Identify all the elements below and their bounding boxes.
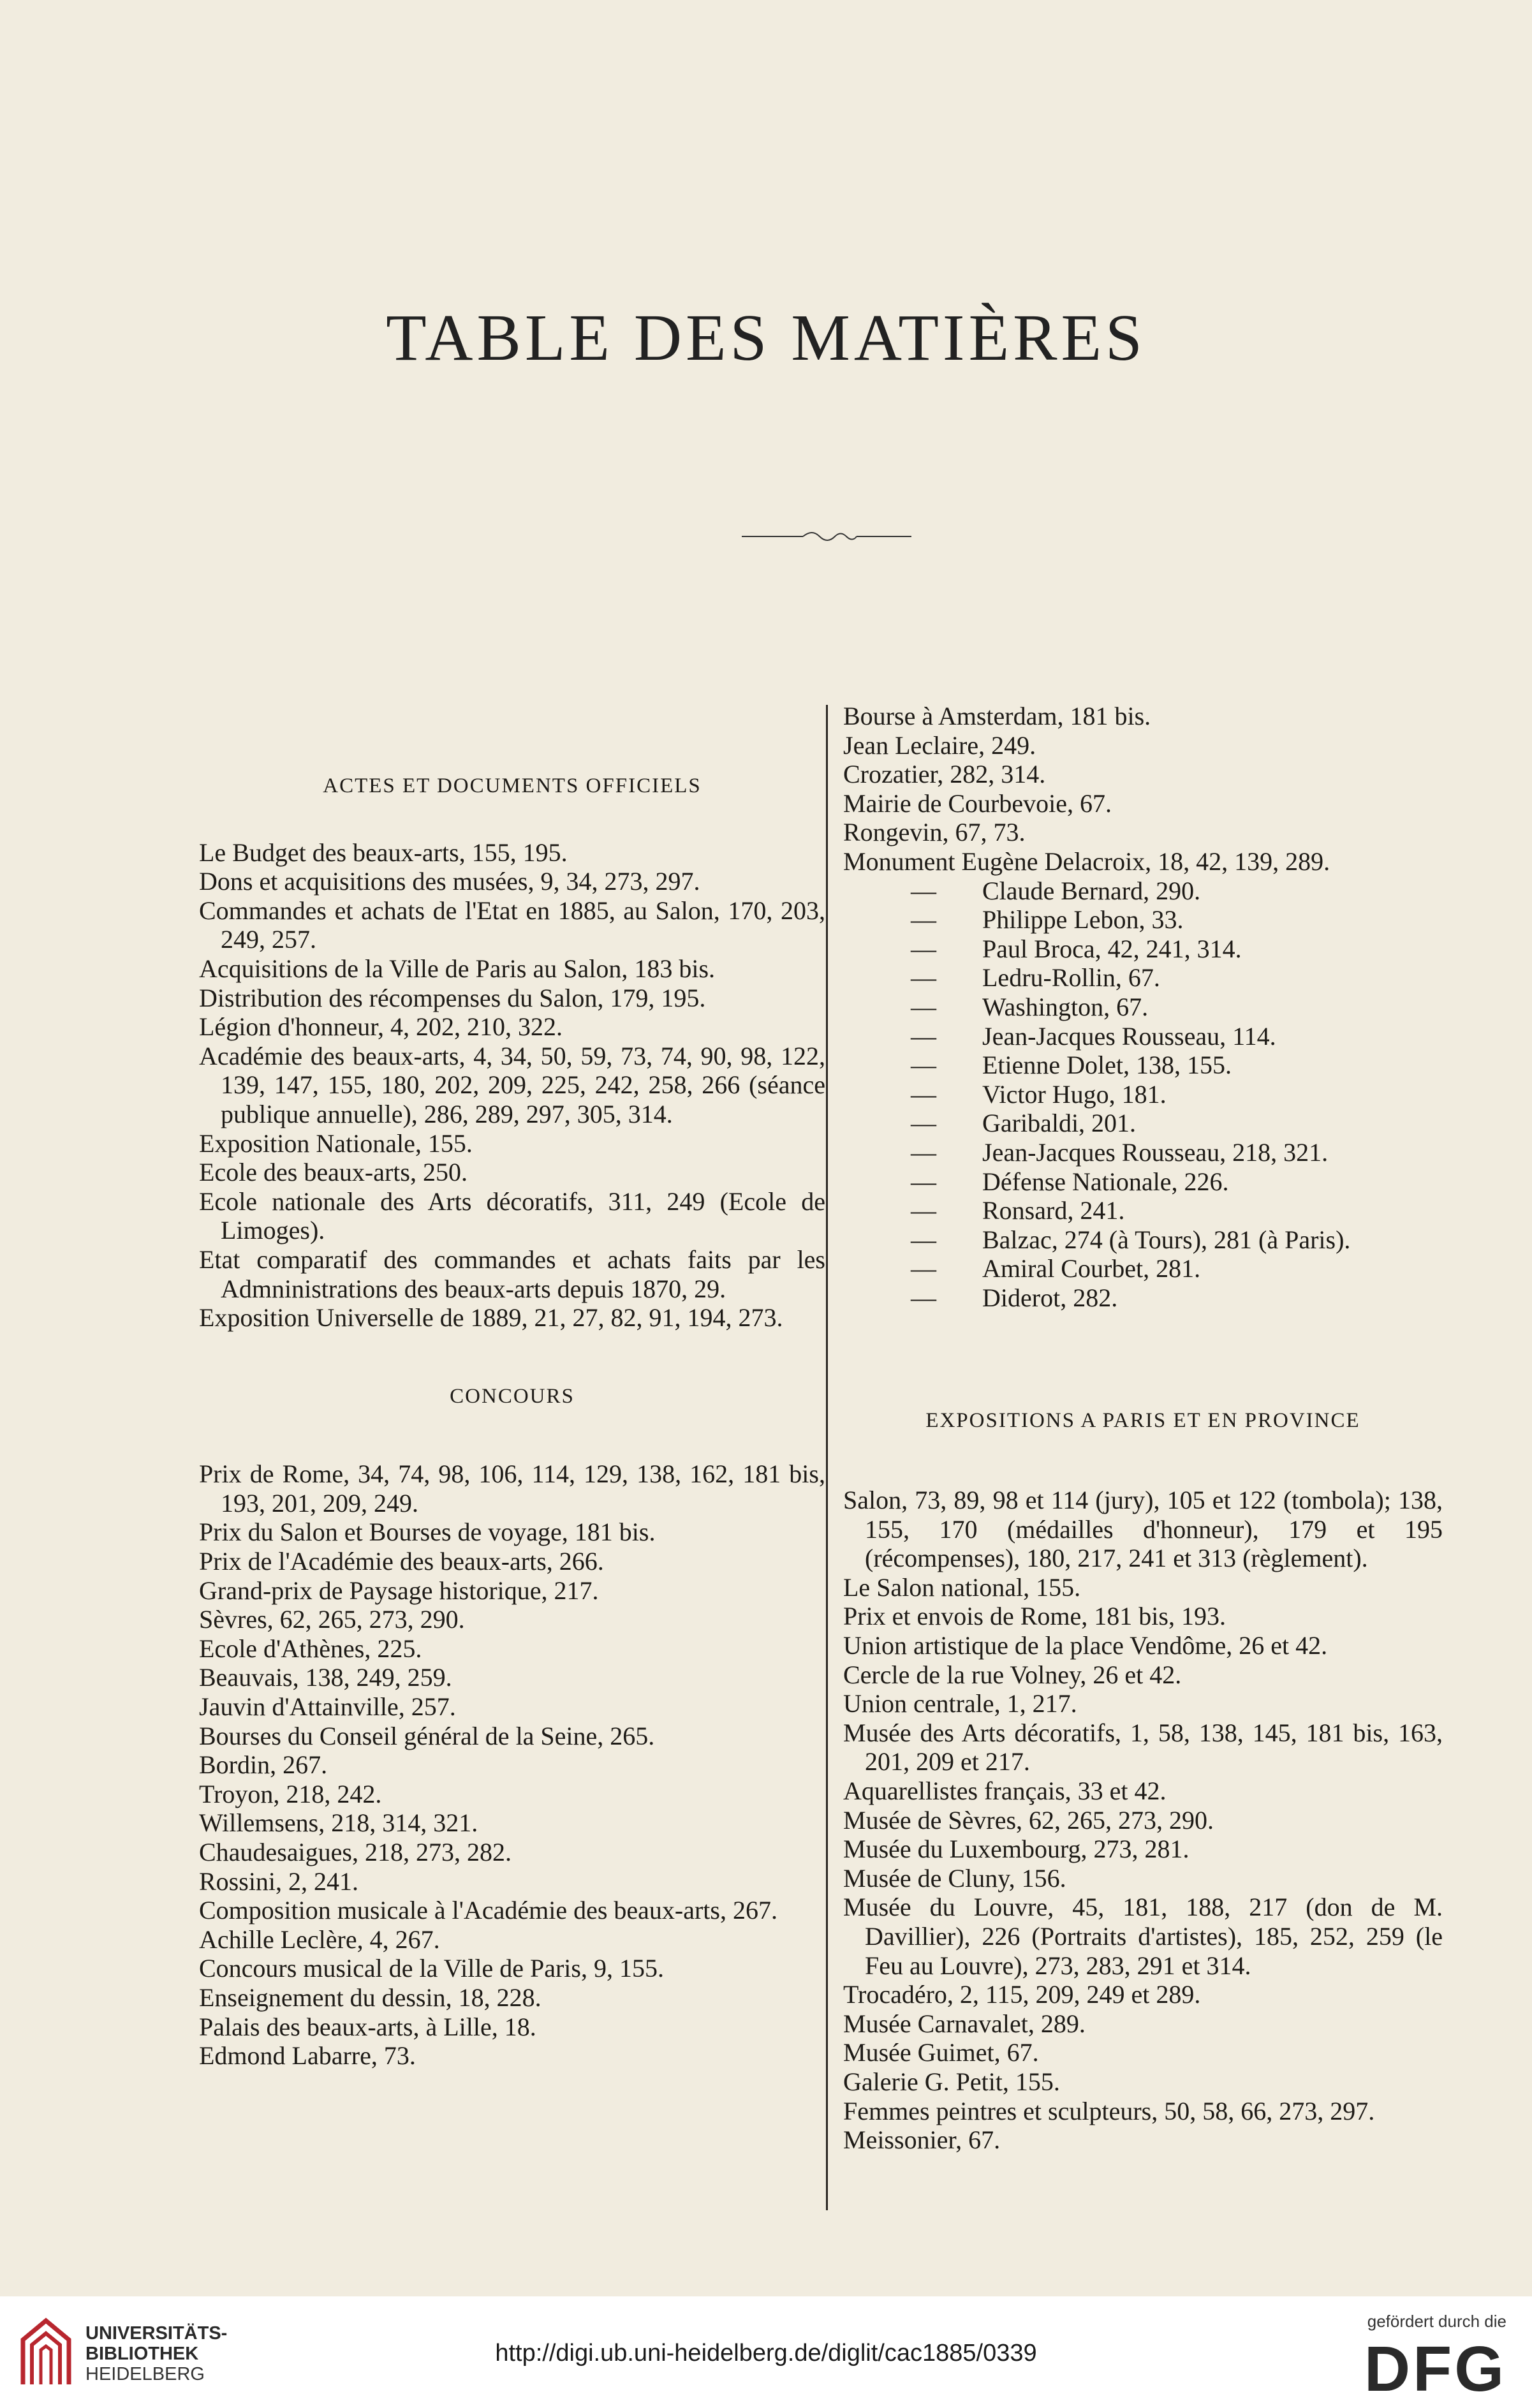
monument-entry xyxy=(843,1254,1443,1283)
monument-entry xyxy=(843,1051,1443,1080)
ditto-dash: — xyxy=(911,1283,936,1312)
index-entry: Musée Carnavalet, 289. xyxy=(843,2009,1086,2038)
index-entry: Crozatier, 282, 314. xyxy=(843,760,1046,789)
index-entry: Ecole nationale des Arts décoratifs, 311, 249 (Ecole de Limoges). xyxy=(199,1186,825,1245)
index-entry: Achille Leclère, 4, 267. xyxy=(199,1924,440,1954)
ditto-dash: — xyxy=(911,1254,936,1283)
ditto-dash: — xyxy=(911,1137,936,1167)
index-entry: Prix de l'Académie des beaux-arts, 266. xyxy=(199,1547,604,1576)
index-entry: Légion d'honneur, 4, 202, 210, 322. xyxy=(199,1012,563,1042)
monument-entry xyxy=(843,963,1443,993)
ditto-dash: — xyxy=(911,1021,936,1051)
ditto-dash: — xyxy=(911,876,936,905)
index-entry: Beauvais, 138, 249, 259. xyxy=(199,1663,452,1692)
monument-name: Jean-Jacques Rousseau, 114. xyxy=(982,1021,1276,1051)
index-entry: Edmond Labarre, 73. xyxy=(199,2041,416,2071)
section-concours xyxy=(199,1382,825,2071)
index-entry: Distribution des récompenses du Salon, 179, 195. xyxy=(199,983,706,1012)
ditto-dash: — xyxy=(911,1196,936,1225)
library-line-1: UNIVERSITÄTS- xyxy=(85,2323,228,2344)
monument-name: Paul Broca, 42, 241, 314. xyxy=(982,934,1242,963)
monument-entry xyxy=(843,1167,1443,1197)
index-entry: Dons et acquisitions des musées, 9, 34, 273, 297. xyxy=(199,867,700,896)
ditto-dash: — xyxy=(911,1109,936,1138)
index-entry: Musée de Cluny, 156. xyxy=(843,1863,1066,1893)
index-entry: Sèvres, 62, 265, 273, 290. xyxy=(199,1605,465,1634)
monument-entry xyxy=(843,1225,1443,1255)
index-entry: Rongevin, 67, 73. xyxy=(843,818,1026,847)
index-entry: Exposition Nationale, 155. xyxy=(199,1128,473,1158)
index-entry: Chaudesaigues, 218, 273, 282. xyxy=(199,1838,512,1866)
dfg-logo: DFG xyxy=(1364,2333,1506,2405)
ditto-dash: — xyxy=(911,963,936,993)
monument-entry xyxy=(843,993,1443,1022)
index-entry: Union centrale, 1, 217. xyxy=(843,1689,1077,1718)
index-entry: Union artistique de la place Vendôme, 26 et 42. xyxy=(843,1631,1328,1660)
ditto-dash: — xyxy=(911,1051,936,1080)
index-entry: Meissonier, 67. xyxy=(843,2125,1001,2155)
index-entry: Femmes peintres et sculpteurs, 50, 58, 66, 273, 297. xyxy=(843,2096,1375,2125)
library-line-3: HEIDELBERG xyxy=(85,2364,205,2384)
left-column xyxy=(199,702,825,2071)
decorative-rule xyxy=(742,529,911,543)
index-entry: Musée de Sèvres, 62, 265, 273, 290. xyxy=(843,1805,1214,1835)
monument-name: Washington, 67. xyxy=(982,992,1149,1021)
ditto-dash: — xyxy=(911,1225,936,1254)
section-heading: CONCOURS xyxy=(450,1384,575,1408)
source-url[interactable]: http://digi.ub.uni-heidelberg.de/diglit/cac1885/0339 xyxy=(495,2340,1037,2367)
index-entry: Monument Eugène Delacroix, 18, 42, 139, 289. xyxy=(843,846,1330,876)
index-entry: Exposition Universelle de 1889, 21, 27, 82, 91, 194, 273. xyxy=(199,1303,783,1333)
index-entry: Willemsens, 218, 314, 321. xyxy=(199,1808,478,1838)
index-entry: Musée du Louvre, 45, 181, 188, 217 (don de M. Davillier), 226 (Portraits d'artistes), 185, 252, 259 (le Feu au Louvre), 273, 283, 291 et 314. xyxy=(843,1893,1443,1980)
monument-entry xyxy=(843,1109,1443,1138)
page-title: TABLE DES MATIÈRES xyxy=(386,301,1146,374)
monument-name: Défense Nationale, 226. xyxy=(982,1167,1229,1196)
index-entry: Prix de Rome, 34, 74, 98, 106, 114, 129, 138, 162, 181 bis, 193, 201, 209, 249. xyxy=(199,1459,825,1518)
monument-name: Claude Bernard, 290. xyxy=(982,876,1201,905)
index-entry: Prix et envois de Rome, 181 bis, 193. xyxy=(843,1602,1226,1631)
monument-name: Philippe Lebon, 33. xyxy=(982,905,1184,934)
index-entry: Le Budget des beaux-arts, 155, 195. xyxy=(199,838,568,867)
monument-entry xyxy=(843,1138,1443,1167)
column-divider xyxy=(826,705,828,2210)
section-heading: ACTES ET DOCUMENTS OFFICIELS xyxy=(323,774,702,797)
monument-name: Jean-Jacques Rousseau, 218, 321. xyxy=(982,1137,1329,1167)
index-entry: Musée Guimet, 67. xyxy=(843,2038,1039,2067)
monument-name: Etienne Dolet, 138, 155. xyxy=(982,1051,1232,1080)
index-entry: Musée du Luxembourg, 273, 281. xyxy=(843,1835,1190,1864)
index-entry: Troyon, 218, 242. xyxy=(199,1779,382,1808)
index-entry: Etat comparatif des commandes et achats faits par les Admninistrations des beaux-arts depuis 1870, 29. xyxy=(199,1245,825,1303)
monument-name: Ronsard, 241. xyxy=(982,1196,1125,1225)
index-entry: Le Salon national, 155. xyxy=(843,1572,1081,1602)
monument-name: Ledru-Rollin, 67. xyxy=(982,963,1160,993)
ditto-dash: — xyxy=(911,1167,936,1196)
ditto-dash: — xyxy=(911,1079,936,1109)
index-entry: Commandes et achats de l'Etat en 1885, au Salon, 170, 203, 249, 257. xyxy=(199,896,825,954)
index-entry: Bourses du Conseil général de la Seine, 265. xyxy=(199,1721,655,1750)
index-entry: Concours musical de la Ville de Paris, 9, 155. xyxy=(199,1954,664,1983)
sponsor-note: gefördert durch die xyxy=(1367,2312,1506,2331)
index-entry: Prix du Salon et Bourses de voyage, 181 bis. xyxy=(199,1518,656,1547)
index-entry: Composition musicale à l'Académie des beaux-arts, 267. xyxy=(199,1896,777,1925)
index-entry: Mairie de Courbevoie, 67. xyxy=(843,788,1112,818)
index-entry: Salon, 73, 89, 98 et 114 (jury), 105 et 122 (tombola); 138, 155, 170 (médailles d'honneur), 179 et 195 (récompenses), 180, 217, 241 et 313 (règlement). xyxy=(843,1486,1443,1573)
right-column xyxy=(843,702,1443,2155)
index-entry: Bourse à Amsterdam, 181 bis. xyxy=(843,702,1151,730)
monument-entry xyxy=(843,905,1443,934)
ditto-dash: — xyxy=(911,992,936,1021)
index-entry: Jauvin d'Attainville, 257. xyxy=(199,1692,456,1722)
index-entry: Cercle de la rue Volney, 26 et 42. xyxy=(843,1660,1182,1689)
index-entry: Trocadéro, 2, 115, 209, 249 et 289. xyxy=(843,1980,1201,2009)
index-entry: Musée des Arts décoratifs, 1, 58, 138, 145, 181 bis, 163, 201, 209 et 217. xyxy=(843,1718,1443,1776)
index-entry: Galerie G. Petit, 155. xyxy=(843,2067,1060,2096)
monument-entry xyxy=(843,934,1443,964)
monument-entry xyxy=(843,1080,1443,1109)
monument-name: Diderot, 282. xyxy=(982,1283,1118,1312)
index-entry: Académie des beaux-arts, 4, 34, 50, 59, 73, 74, 90, 98, 122, 139, 147, 155, 180, 202, 209, 225, 242, 258, 266 (séance publique annuelle), 286, 289, 297, 305, 314. xyxy=(199,1041,825,1128)
monument-name: Garibaldi, 201. xyxy=(982,1109,1137,1138)
library-line-2: BIBLIOTHEK xyxy=(85,2344,199,2364)
index-entry: Acquisitions de la Ville de Paris au Salon, 183 bis. xyxy=(199,954,716,983)
monument-name: Amiral Courbet, 281. xyxy=(982,1254,1201,1283)
index-entry: Ecole des beaux-arts, 250. xyxy=(199,1158,468,1187)
monument-entry xyxy=(843,876,1443,906)
index-entry: Aquarellistes français, 33 et 42. xyxy=(843,1776,1167,1805)
index-entry: Rossini, 2, 241. xyxy=(199,1866,359,1896)
index-entry: Enseignement du dessin, 18, 228. xyxy=(199,1983,541,2012)
index-entry: Palais des beaux-arts, à Lille, 18. xyxy=(199,2012,536,2041)
section-heading: EXPOSITIONS A PARIS ET EN PROVINCE xyxy=(925,1409,1360,1433)
ditto-dash: — xyxy=(911,905,936,934)
index-entry: Grand-prix de Paysage historique, 217. xyxy=(199,1576,599,1605)
monument-entry xyxy=(843,1022,1443,1051)
section-actes xyxy=(199,772,825,1333)
monument-entry xyxy=(843,1283,1443,1313)
index-entry: Jean Leclaire, 249. xyxy=(843,730,1036,760)
monument-name: Victor Hugo, 181. xyxy=(982,1079,1167,1109)
index-entry: Ecole d'Athènes, 225. xyxy=(199,1634,422,1663)
ditto-dash: — xyxy=(911,934,936,963)
index-entry: Bordin, 267. xyxy=(199,1750,328,1780)
monument-entry xyxy=(843,1196,1443,1225)
monument-name: Balzac, 274 (à Tours), 281 (à Paris). xyxy=(982,1225,1351,1254)
